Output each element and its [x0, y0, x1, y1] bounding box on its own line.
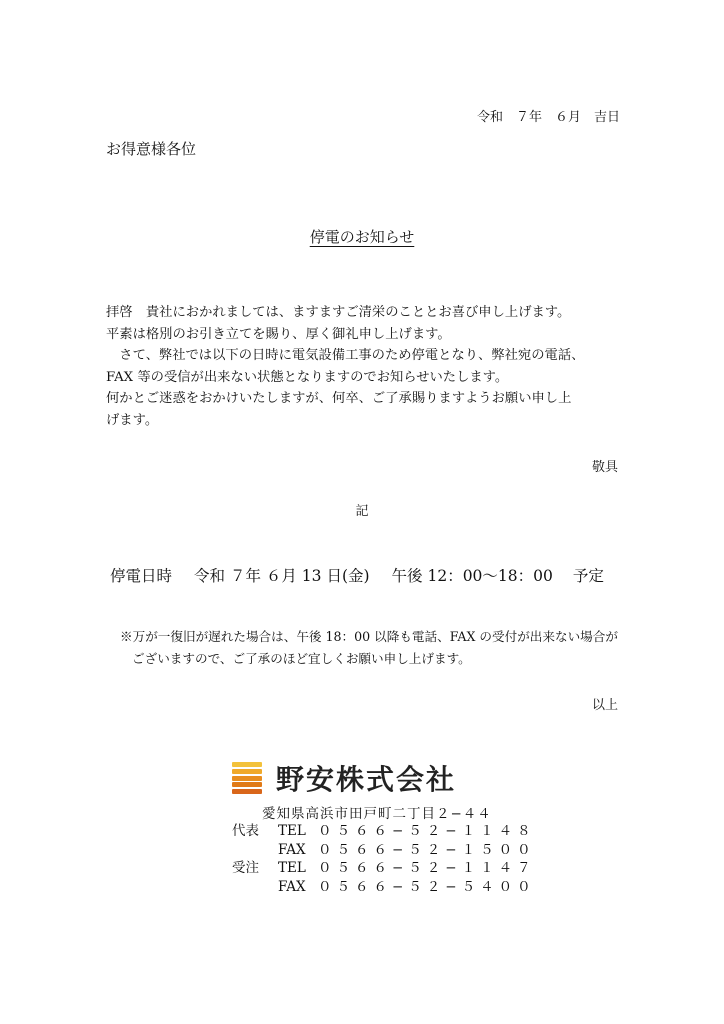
end-ijou: 以上 [591, 698, 618, 713]
logo-stripes-icon [232, 762, 262, 794]
contact-row [232, 841, 536, 860]
logo-stripe [232, 776, 262, 781]
company-name: 野安株式会社 [276, 763, 457, 796]
contact-dept: 代表 [232, 823, 259, 839]
contact-dept: 受注 [232, 860, 259, 876]
closing-keigu: 敬具 [591, 460, 618, 475]
contact-number: ０５６６−５２−５４００ [318, 878, 536, 895]
recipient: お得意様各位 [106, 140, 197, 158]
body-line: さて、弊社では以下の日時に電気設備工事のため停電となり、弊社宛の電話、 [106, 348, 585, 363]
contact-number: ０５６６−５２−１５００ [318, 841, 536, 858]
logo-stripe [232, 782, 262, 787]
body-text [106, 302, 626, 431]
contact-dept [232, 878, 278, 897]
logo-stripe [232, 789, 262, 794]
note-line: ございますので、ご了承のほど宜しくお願い申し上げます。 [132, 651, 471, 666]
logo-stripe [232, 769, 262, 774]
note-line: ※万が一復旧が遅れた場合は、午後 18：00 以降も電話、FAX の受付が出来ない場合が [120, 629, 618, 644]
contact-kind: FAX [278, 841, 306, 858]
outage-date: 令和 ７年 ６月 13 日(金) [194, 567, 370, 585]
company-address: 愛知県高浜市田戸町二丁目２−４４ [262, 806, 492, 822]
body-line: 拝啓 貴社におかれましては、ますますご清栄のこととお喜び申し上げます。 [106, 305, 571, 320]
outage-schedule [110, 564, 604, 586]
body-line: 平素は格別のお引き立てを賜り、厚く御礼申し上げます。 [106, 326, 451, 342]
document-title [0, 226, 724, 247]
contact-number: ０５６６−５２−１１４７ [318, 860, 536, 876]
contact-row [232, 878, 536, 897]
body-line: 何かとご迷惑をおかけいたしますが、何卒、ご了承賜りますようお願い申し上 [106, 391, 572, 406]
contact-row [232, 822, 536, 841]
contact-dept [232, 841, 278, 860]
contact-number: ０５６６−５２−１１４８ [318, 823, 536, 839]
contact-kind: FAX [278, 878, 306, 895]
contact-row [232, 859, 536, 878]
body-line: げます。 [106, 412, 159, 428]
contact-kind: TEL [278, 860, 306, 876]
note [120, 626, 640, 670]
company-logo [232, 758, 456, 798]
contact-kind: TEL [278, 823, 306, 839]
ki-heading: 記 [355, 504, 369, 519]
contact-block [232, 822, 536, 896]
body-line: FAX 等の受信が出来ない状態となりますのでお知らせいたします。 [106, 369, 509, 385]
outage-time: 午後 12：00〜18：00 [391, 567, 553, 585]
title-text: 停電のお知らせ [309, 228, 415, 246]
outage-label: 停電日時 [110, 567, 173, 585]
document-date: 令和 ７年 ６月 吉日 [476, 110, 620, 125]
outage-status: 予定 [572, 567, 604, 585]
logo-stripe [232, 762, 262, 767]
